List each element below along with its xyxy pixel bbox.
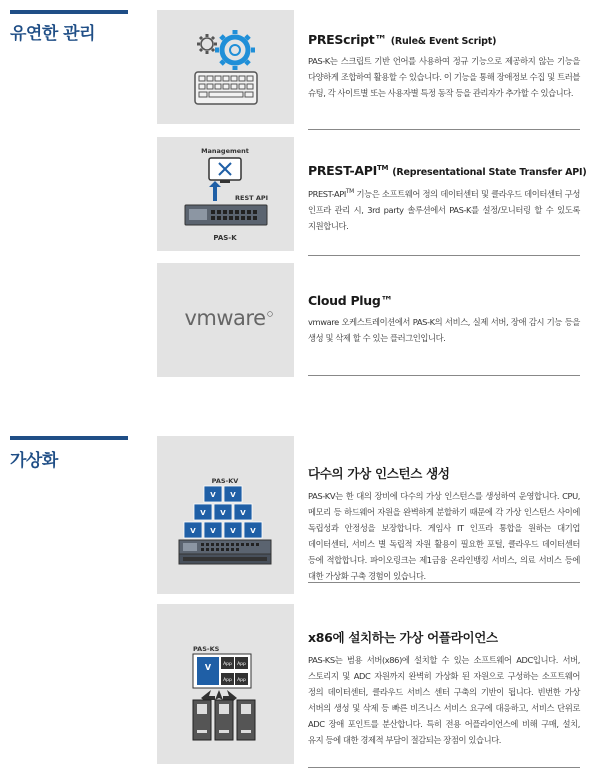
pas-kv-body: PAS-KV는 한 대의 장비에 다수의 가상 인스턴스를 생성하여 운영합니다. CPU, 메모리 등 하드웨어 자원을 완벽하게 분할하기 때문에 각 가상 인스턴스 사이에 독립성과 안정성을 보장합니다. 게임사 IT 인프라 통합을 원하는 대기업 데이터센터, 서비스 별 독립적 자원 활용이 필요한 포털, 클라우드 데이터센터 등에 적합합니다. 파이오링크는 제1금융 온라인뱅킹 서비스, 의료 서비스 등에 대한 가상화 구축 경험이 있습니다. [308,491,580,581]
pas-ks-text [308,628,580,748]
svg-text:V: V [240,509,246,517]
svg-text:V: V [230,527,236,535]
svg-text:V: V [230,491,236,499]
cloud-plug-thumbnail [157,263,294,377]
svg-text:V: V [210,491,216,499]
server-appliance-icon [179,540,271,564]
section-title-virtualization: 가상화 [10,451,58,471]
svg-text:V: V [190,527,196,535]
section-bar-virtualization [10,436,128,440]
svg-text:V: V [220,509,226,517]
pas-ks-title: x86에 설치하는 가상 어플라이언스 [308,630,498,645]
pas-ks-body: PAS-KS는 범용 서버(x86)에 설치할 수 있는 소프트웨어 ADC입니다. 서버, 스토리지 및 ADC 자원까지 완벽히 가상화 된 자원으로 구성하는 소프트웨어 정의 데이터센터, 클라우드 서비스 센터 구축의 기반이 됩니다. 빈번한 가상 서버의 생성 및 삭제 등 빠른 비즈니스 서비스 요구에 대응하고, 서비스 단위로 ADC 장애 포인트를 분산합니다. 특히 전용 어플라이언스에 비해 구매, 설치, 유지 등에 대한 경제적 부담이 절감되는 장점이 있습니다. [308,655,580,745]
cloud-plug-body: vmware 오케스트레이션에서 PAS-K의 서비스, 실제 서버, 장애 감시 기능 등을 생성 및 삭제 할 수 있는 플러그인입니다. [308,317,580,343]
svg-text:App: App [237,662,246,667]
prescript-thumbnail [157,10,294,124]
prest-api-body: PREST-API™ 기능은 소프트웨어 정의 데이터센터 및 클라우드 데이터센터 구성 인프라 관리 시, 3rd party 솔루션에서 PAS-K를 설정/모니터링 할 수 있도록 지원합니다. [308,188,580,231]
svg-text:V: V [204,663,212,672]
vm-stack-icon [184,486,262,538]
pas-k-label: PAS-K [213,234,237,242]
prest-api-text [308,163,587,234]
cloud-plug-text [308,293,580,346]
divider [308,129,580,130]
svg-text:V: V [250,527,256,535]
divider [308,375,580,376]
divider [308,255,580,256]
prest-api-thumbnail [157,137,294,251]
svg-text:V: V [200,509,206,517]
cloud-plug-title: Cloud Plug™ [308,293,393,308]
svg-text:App: App [237,678,246,683]
pas-kv-label: PAS-KV [211,477,239,485]
rest-api-diagram-icon [157,137,294,251]
divider [308,767,580,768]
management-label: Management [201,147,249,155]
section-bar-management [10,10,128,14]
section-title-management: 유연한 관리 [10,24,96,44]
pas-kv-text [308,464,580,584]
svg-text:App: App [223,678,232,683]
prescript-text [308,32,580,101]
prescript-title: PREScript™ (Rule& Event Script) [308,32,497,47]
vmware-logo-text: vmware [184,306,266,330]
pas-kv-title: 다수의 가상 인스턴스 생성 [308,466,450,481]
virtual-appliance-diagram-icon [157,604,294,764]
pas-ks-thumbnail [157,604,294,764]
prescript-body: PAS-K는 스크립트 기반 언어를 사용하여 정규 기능으로 제공하지 않는 기능을 다양하게 조합하여 활용할 수 있습니다. 이 기능을 통해 장애정보 수집 및 트러블 슈팅, 각 사이트별 또는 사용자별 특정 동작 등을 관리자가 추가할 수 있습니다. [308,56,580,98]
vm-app-icon [193,654,251,688]
pas-ks-label: PAS-KS [193,645,220,653]
prest-api-title: PREST-API™ (Representational State Transfer API) [308,163,587,178]
arrow-up-icon [209,181,221,201]
tower-servers-icon [193,700,255,740]
svg-text:App: App [223,662,232,667]
server-appliance-icon [185,205,267,225]
pas-kv-thumbnail [157,436,294,594]
svg-text:V: V [210,527,216,535]
rest-api-label: REST API [235,194,269,202]
vmware-logo-icon [157,263,294,377]
virtual-instances-diagram-icon [157,436,294,594]
divider [308,582,580,583]
gears-keyboard-icon [157,10,294,124]
